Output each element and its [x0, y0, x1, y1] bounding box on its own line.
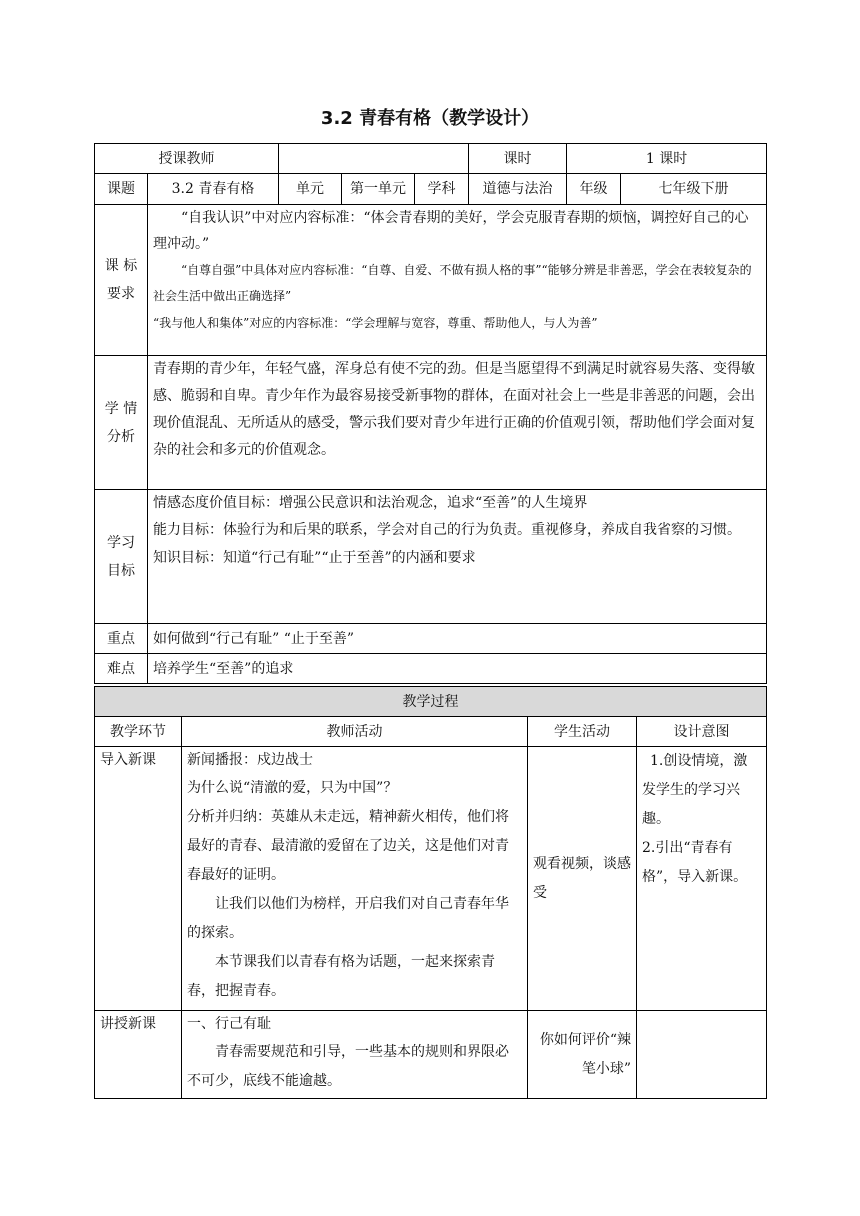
standards-line-3: “我与他人和集体”对应的内容标准：“学会理解与宽容，尊重、帮助他人，与人为善”: [153, 316, 598, 330]
standards-label-2: 要求: [107, 286, 135, 302]
teacher-line: 为什么说“清澈的爱，只为中国”？: [187, 780, 398, 796]
row-design-intent: [637, 1011, 767, 1099]
analysis-label: [95, 356, 148, 490]
teacher-value: [279, 144, 469, 174]
goals-line-1: 情感态度价值目标：增强公民意识和法治观念，追求“至善”的人生境界: [153, 495, 588, 511]
topic-value: 3.2 青春有格: [148, 174, 279, 205]
info-table: [94, 143, 767, 684]
row-design-intent: [637, 747, 767, 1011]
teacher-line: 青春需要规范和引导，一些基本的规则和界限必不可少，底线不能逾越。: [187, 1044, 509, 1089]
key-text: 如何做到“行己有耻” “止于至善”: [148, 624, 767, 654]
analysis-label-1: 学 情: [104, 400, 138, 417]
document-title: 3.2 青春有格（教学设计）: [320, 108, 540, 129]
teacher-line: 一、行己有耻: [187, 1016, 271, 1032]
unit-value: 第一单元: [342, 174, 415, 205]
col-teacher-header: 教师活动: [182, 717, 528, 747]
analysis-text: 青春期的青少年，年轻气盛，浑身总有使不完的劲。但是当愿望得不到满足时就容易失落、变得敏感、脆弱和自卑。青少年作为最容易接受新事物的群体，在面对社会上一些是非善恶的问题，会出现价值混乱、无所适从的感受，警示我们要对青少年进行正确的价值观引领，帮助他们学会面对复杂的社会和多元的价值观念。: [153, 361, 755, 458]
teacher-label: 授课教师: [95, 144, 279, 174]
subject-label: 学科: [415, 174, 469, 205]
goals-content: [148, 490, 767, 624]
teacher-line: 本节课我们以青春有格为话题，一起来探索青春，把握青春。: [187, 954, 495, 999]
standards-label-1: 课 标: [104, 258, 138, 274]
topic-label: 课题: [95, 174, 148, 205]
standards-line-2: “自尊自强”中具体对应内容标准：“自尊、自爱、不做有损人格的事”“能够分辨是非善恶，学会在表较复杂的社会生活中做出正确选择”: [153, 263, 752, 303]
goals-line-2: 能力目标：体验行为和后果的联系，学会对自己的行为负责。重视修身，养成自我省察的习惯。: [153, 522, 741, 538]
difficulty-text: 培养学生“至善”的追求: [148, 654, 767, 684]
table-row: [95, 747, 767, 1011]
analysis-label-2: 分析: [107, 428, 135, 445]
col-student-header: 学生活动: [528, 717, 637, 747]
col-intent-header: 设计意图: [637, 717, 767, 747]
standards-content: [148, 205, 767, 356]
intent-line: 1.创设情境，激发学生的学习兴趣。: [642, 753, 748, 827]
grade-value: 七年级下册: [621, 174, 767, 205]
hours-value: 1 课时: [567, 144, 767, 174]
teacher-line: 分析并归纳：英雄从未走远，精神薪火相传，他们将最好的青春、最清澈的爱留在了边关，这是他们对青春最好的证明。: [187, 809, 509, 883]
grade-label: 年级: [567, 174, 621, 205]
analysis-content: [148, 356, 767, 490]
process-heading: 教学过程: [95, 687, 767, 717]
row-stage: 导入新课: [95, 747, 182, 1011]
standards-line-1: “自我认识”中对应内容标准：“体会青春期的美好，学会克服青春期的烦恼，调控好自己的心理冲动。”: [153, 210, 749, 252]
subject-value: 道德与法治: [469, 174, 567, 205]
standards-label: [95, 205, 148, 356]
goals-line-3: 知识目标：知道“行己有耻”“止于至善”的内涵和要求: [153, 550, 476, 566]
key-label: 重点: [95, 624, 148, 654]
teacher-line: 让我们以他们为榜样，开启我们对自己青春年华的探索。: [187, 896, 509, 941]
intent-line: 2.引出“青春有格”，导入新课。: [642, 840, 748, 885]
row-student-activity: 观看视频，谈感受: [528, 747, 637, 1011]
row-stage: 讲授新课: [95, 1011, 182, 1099]
row-student-activity: 你如何评价“辣笔小球”: [528, 1011, 637, 1099]
hours-label: 课时: [469, 144, 567, 174]
table-row: [95, 1011, 767, 1099]
col-stage-header: 教学环节: [95, 717, 182, 747]
goals-label-1: 学习: [107, 534, 135, 551]
row-teacher-activity: [182, 747, 528, 1011]
goals-label: [95, 490, 148, 624]
difficulty-label: 难点: [95, 654, 148, 684]
unit-label: 单元: [279, 174, 342, 205]
goals-label-2: 目标: [107, 562, 135, 579]
process-table: [94, 686, 767, 1099]
teacher-line: 新闻播报：戍边战士: [187, 752, 313, 768]
row-teacher-activity: [182, 1011, 528, 1099]
